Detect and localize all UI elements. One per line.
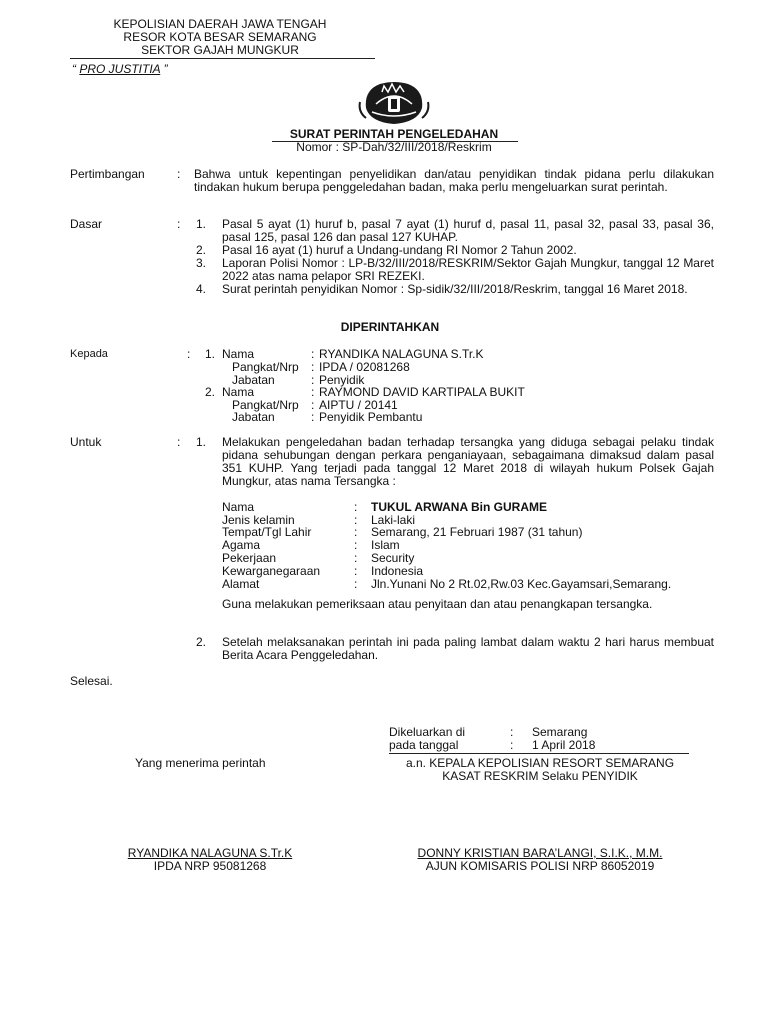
issued-place-colon: : xyxy=(510,725,514,739)
untuk-label: Untuk xyxy=(70,435,102,449)
field-value: IPDA / 02081268 xyxy=(319,360,410,374)
field-value: RYANDIKA NALAGUNA S.Tr.K xyxy=(319,347,484,361)
field-value: RAYMOND DAVID KARTIPALA BUKIT xyxy=(319,385,525,399)
header-line-2: RESOR KOTA BESAR SEMARANG xyxy=(123,30,317,44)
pertimbangan-label: Pertimbangan xyxy=(70,167,145,181)
quote-open: “ xyxy=(72,62,76,76)
field-value: Penyidik xyxy=(319,373,365,387)
header-divider xyxy=(70,58,375,59)
receiver-heading: Yang menerima perintah xyxy=(135,756,266,770)
field-colon: : xyxy=(311,385,315,399)
kepada-num-1: 1. xyxy=(205,347,216,361)
signer-line-2: KASAT RESKRIM Selaku PENYIDIK xyxy=(442,769,638,783)
field-value: TUKUL ARWANA Bin GURAME xyxy=(371,500,547,514)
field-value: Penyidik Pembantu xyxy=(319,410,423,424)
diperintahkan-heading: DIPERINTAHKAN xyxy=(340,320,440,334)
receiver-rank: IPDA NRP 95081268 xyxy=(153,859,267,873)
kepada-num-2: 2. xyxy=(205,385,216,399)
field-value: Jln.Yunani No 2 Rt.02,Rw.03 Kec.Gayamsari,Semarang. xyxy=(371,577,672,591)
field-label: Nama xyxy=(222,500,255,514)
signer-name: DONNY KRISTIAN BARA’LANGI, S.I.K., M.M. xyxy=(417,846,663,860)
dasar-num-2: 2. xyxy=(196,243,207,257)
untuk-text-2: Setelah melaksanakan perintah ini pada paling lambat dalam waktu 2 hari harus membuat Berita Acara Penggeledahan. xyxy=(222,635,714,662)
untuk-num-1: 1. xyxy=(196,435,207,449)
field-label: Agama xyxy=(222,538,261,552)
document-title: SURAT PERINTAH PENGELEDAHAN xyxy=(289,127,499,141)
issued-date-label: pada tanggal xyxy=(389,738,459,752)
field-label: Pangkat/Nrp xyxy=(232,360,299,374)
field-label: Kewarganegaraan xyxy=(222,564,321,578)
field-colon: : xyxy=(311,410,315,424)
dasar-text-3: Laporan Polisi Nomor : LP-B/32/III/2018/RESKRIM/Sektor Gajah Mungkur, tanggal 12 Maret 2022 atas nama pelapor SRI REZEKI. xyxy=(222,256,714,283)
field-label: Pangkat/Nrp xyxy=(232,398,299,412)
field-colon: : xyxy=(354,564,358,578)
kepada-colon: : xyxy=(187,347,191,361)
field-colon: : xyxy=(354,500,358,514)
field-value: Security xyxy=(371,551,415,565)
pro-justitia xyxy=(72,63,168,76)
field-colon: : xyxy=(311,398,315,412)
header-line-1: KEPOLISIAN DAERAH JAWA TENGAH xyxy=(113,17,327,31)
field-colon: : xyxy=(311,373,315,387)
field-colon: : xyxy=(354,525,358,539)
field-label: Jenis kelamin xyxy=(222,513,295,527)
field-value: Islam xyxy=(371,538,400,552)
dasar-text-1: Pasal 5 ayat (1) huruf b, pasal 7 ayat (1) huruf d, pasal 11, pasal 32, pasal 33, pasal 36, pasal 125, pasal 126 dan pasal 127 KUHAP. xyxy=(222,217,714,244)
field-label: Nama xyxy=(222,385,255,399)
field-value: AIPTU / 20141 xyxy=(319,398,398,412)
receiver-name: RYANDIKA NALAGUNA S.Tr.K xyxy=(127,846,293,860)
dasar-colon: : xyxy=(177,217,181,231)
field-label: Jabatan xyxy=(232,373,275,387)
quote-close: ” xyxy=(163,62,168,76)
field-colon: : xyxy=(311,360,315,374)
issued-date-colon: : xyxy=(510,738,514,752)
dasar-num-4: 4. xyxy=(196,282,207,296)
untuk-num-2: 2. xyxy=(196,635,207,649)
signer-rank: AJUN KOMISARIS POLISI NRP 86052019 xyxy=(425,859,655,873)
field-label: Alamat xyxy=(222,577,260,591)
header-line-3: SEKTOR GAJAH MUNGKUR xyxy=(141,43,299,57)
signer-line-1: a.n. KEPALA KEPOLISIAN RESORT SEMARANG xyxy=(405,756,675,770)
dasar-num-1: 1. xyxy=(196,217,207,231)
field-label: Jabatan xyxy=(232,410,275,424)
header-agency xyxy=(70,18,370,57)
field-colon: : xyxy=(354,538,358,552)
dasar-label: Dasar xyxy=(70,217,103,231)
guna-text: Guna melakukan pemeriksaan atau penyitaan dan atau penangkapan tersangka. xyxy=(222,597,653,611)
issued-place-label: Dikeluarkan di xyxy=(389,725,466,739)
field-label: Pekerjaan xyxy=(222,551,277,565)
selesai-text: Selesai. xyxy=(70,674,113,688)
pertimbangan-colon: : xyxy=(177,167,181,181)
issued-underline xyxy=(389,753,689,754)
issued-date-value: 1 April 2018 xyxy=(532,738,596,752)
field-value: Laki-laki xyxy=(371,513,416,527)
field-label: Nama xyxy=(222,347,255,361)
field-value: Indonesia xyxy=(371,564,424,578)
field-value: Semarang, 21 Februari 1987 (31 tahun) xyxy=(371,525,583,539)
untuk-text-1: Melakukan pengeledahan badan terhadap tersangka yang diduga sebagai pelaku tindak pidana sehubungan dengan perkara penganiayaan, sebagaimana dimaksud dalam pasal 351 KUHP. Yang terjadi pada tanggal 12 Maret 2018 di wilayah hukum Polsek Gajah Mungkur, atas nama Tersangka : xyxy=(222,435,714,488)
police-emblem-icon xyxy=(358,78,430,128)
field-colon: : xyxy=(354,513,358,527)
pertimbangan-text: Bahwa untuk kepentingan penyelidikan dan/atau penyidikan tindak pidana perlu dilakukan tindakan hukum berupa penggeledahan badan, maka perlu mengeluarkan surat perintah. xyxy=(194,167,714,194)
field-colon: : xyxy=(354,551,358,565)
dasar-text-4: Surat perintah penyidikan Nomor : Sp-sidik/32/III/2018/Reskrim, tanggal 16 Maret 2018. xyxy=(222,282,688,296)
issued-place-value: Semarang xyxy=(532,725,588,739)
field-colon: : xyxy=(311,347,315,361)
kepada-label: Kepada xyxy=(70,348,108,360)
pro-justitia-text: PRO JUSTITIA xyxy=(79,62,161,76)
dasar-num-3: 3. xyxy=(196,256,207,270)
untuk-colon: : xyxy=(177,435,181,449)
field-colon: : xyxy=(354,577,358,591)
dasar-text-2: Pasal 16 ayat (1) huruf a Undang-undang RI Nomor 2 Tahun 2002. xyxy=(222,243,577,257)
field-label: Tempat/Tgl Lahir xyxy=(222,525,312,539)
document-number: Nomor : SP-Dah/32/III/2018/Reskrim xyxy=(296,140,492,154)
